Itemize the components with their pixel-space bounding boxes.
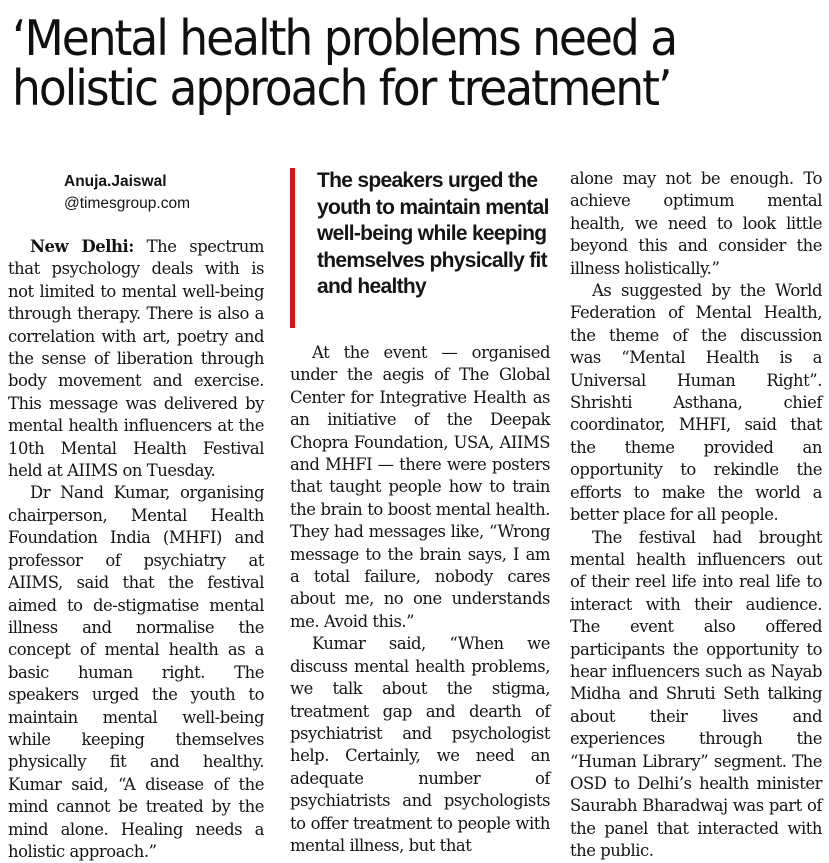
column-3-paragraph-2: As suggested by the World Federation of Mental Health, the theme of the discussion was “Mental Health is a Universal Human Right”. Shrishti Asthana, chief coordinator, MHFI, said that the theme provided an opportunity to rekindle the efforts to make the world a better place for all people.: [570, 281, 822, 525]
headline-line-2: holistic approach for treatment’: [12, 60, 671, 117]
dateline: New Delhi:: [30, 237, 134, 256]
headline: [12, 10, 767, 117]
column-2: [290, 342, 550, 857]
byline: [64, 171, 224, 215]
column-3: [570, 168, 822, 863]
pull-quote-text: The speakers urged the youth to maintain mental well-being while keeping themselves physically fit and healthy: [317, 169, 549, 298]
byline-email: @timesgroup.com: [64, 195, 190, 212]
column-1-paragraph-1-text: The spectrum that psychology deals with is not limited to mental well-being through therapy. There is also a correlation with art, poetry and the sense of liberation through body movement and exercise. This message was delivered by mental health influencers at the 10th Mental Health Festival held at AIIMS on Tuesday.: [8, 237, 265, 481]
column-1-paragraph-1: [8, 236, 264, 482]
column-1-paragraph-2: Dr Nand Kumar, organising chairperson, Mental Health Foundation India (MHFI) and professor of psychiatry at AIIMS, said that the festival aimed to de-stigmatise mental illness and normalise the concept of mental health as a basic human right. The speakers urged the youth to maintain mental well-being while keeping themselves physically fit and healthy. Kumar said, “A disease of the mind cannot be treated by the mind alone. Healing needs a holistic approach.”: [8, 483, 264, 861]
headline-line-1: ‘Mental health problems need a: [12, 10, 677, 67]
column-2-paragraph-2: Kumar said, “When we discuss mental health problems, we talk about the stigma, treatment gap and dearth of psychiatrist and psychologist help. Certainly, we need an adequate number of psychiatrists and psychologists to offer treatment to people with mental illness, but that: [290, 634, 550, 855]
column-2-paragraph-1: At the event — organised under the aegis of The Global Center for Integrative Health as an initiative of the Deepak Chopra Foundation, USA, AIIMS and MHFI — there were posters that taught people how to train the brain to boost mental health. They had messages like, “Wrong message to the brain says, I am a total failure, nobody cares about me, no one understands me. Avoid this.”: [290, 343, 550, 631]
column-3-paragraph-1: alone may not be enough. To achieve optimum mental health, we need to look little beyond this and consider the illness holistically.”: [570, 169, 822, 278]
column-3-paragraph-3: The festival had brought mental health influencers out of their reel life into real life to interact with their audience. The event also offered participants the opportunity to hear influencers such as Nayab Midha and Shruti Seth talking about their lives and experiences through the “Human Library” segment. The OSD to Delhi’s health minister Saurabh Bharadwaj was part of the panel that interacted with the public.: [570, 527, 822, 861]
pull-quote: [290, 168, 565, 328]
column-1: [8, 236, 264, 863]
byline-name: Anuja.Jaiswal: [64, 173, 167, 190]
